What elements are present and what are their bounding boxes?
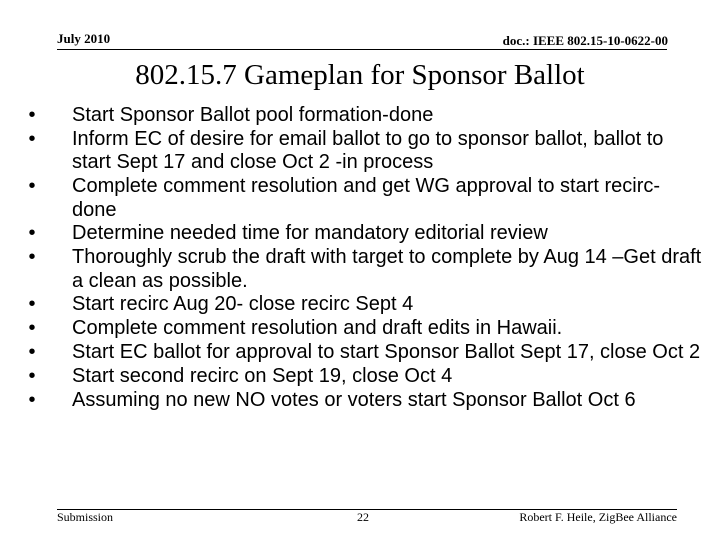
- footer-page-number: 22: [357, 510, 369, 524]
- bullet-marker: •: [28, 222, 36, 245]
- bullet-text: Determine needed time for mandatory editorial review: [72, 222, 548, 245]
- bullet-list: [22, 104, 702, 412]
- bullet-marker: •: [28, 364, 36, 387]
- bullet-text: Assuming no new NO votes or voters start Sponsor Ballot Oct 6: [72, 388, 636, 411]
- bullet-item: [22, 175, 702, 222]
- bullet-text: Start EC ballot for approval to start Sponsor Ballot Sept 17, close Oct 2: [72, 341, 701, 364]
- bullet-text: Thoroughly scrub the draft with target to complete by Aug 14 –Get draft a clean as possible.: [72, 246, 702, 292]
- bullet-item: [22, 341, 702, 365]
- bullet-marker: •: [28, 175, 36, 198]
- bullet-text: Complete comment resolution and draft edits in Hawaii.: [72, 317, 563, 340]
- slide-title: 802.15.7 Gameplan for Sponsor Ballot: [135, 59, 585, 91]
- footer-author: Robert F. Heile, ZigBee Alliance: [519, 510, 677, 524]
- bullet-item: [22, 389, 702, 413]
- bullet-marker: •: [28, 341, 36, 364]
- bullet-marker: •: [28, 246, 36, 269]
- bullet-marker: •: [28, 293, 36, 316]
- bullet-item: [22, 128, 702, 175]
- bullet-text: Start recirc Aug 20- close recirc Sept 4: [72, 293, 414, 316]
- bullet-item: [22, 317, 702, 341]
- bullet-item: [22, 365, 702, 389]
- bullet-item: [22, 222, 702, 246]
- bullet-text: Start Sponsor Ballot pool formation-done: [72, 104, 434, 126]
- bullet-text: Start second recirc on Sept 19, close Oct 4: [72, 364, 453, 387]
- bullet-marker: •: [28, 388, 36, 411]
- bullet-item: [22, 293, 702, 317]
- footer-submission: Submission: [57, 510, 114, 524]
- bullet-item: [22, 246, 702, 293]
- header-divider: [57, 49, 667, 50]
- bullet-item: [22, 104, 702, 128]
- header-doc-id: doc.: IEEE 802.15-10-0622-00: [502, 33, 668, 48]
- bullet-text: Inform EC of desire for email ballot to go to sponsor ballot, ballot to start Sept 17 and close Oct 2 -in process: [72, 127, 664, 174]
- bullet-marker: •: [28, 317, 36, 340]
- bullet-marker: •: [28, 127, 36, 150]
- header-date: July 2010: [57, 31, 111, 46]
- bullet-text: Complete comment resolution and get WG approval to start recirc-done: [72, 175, 661, 221]
- bullet-marker: •: [28, 104, 36, 126]
